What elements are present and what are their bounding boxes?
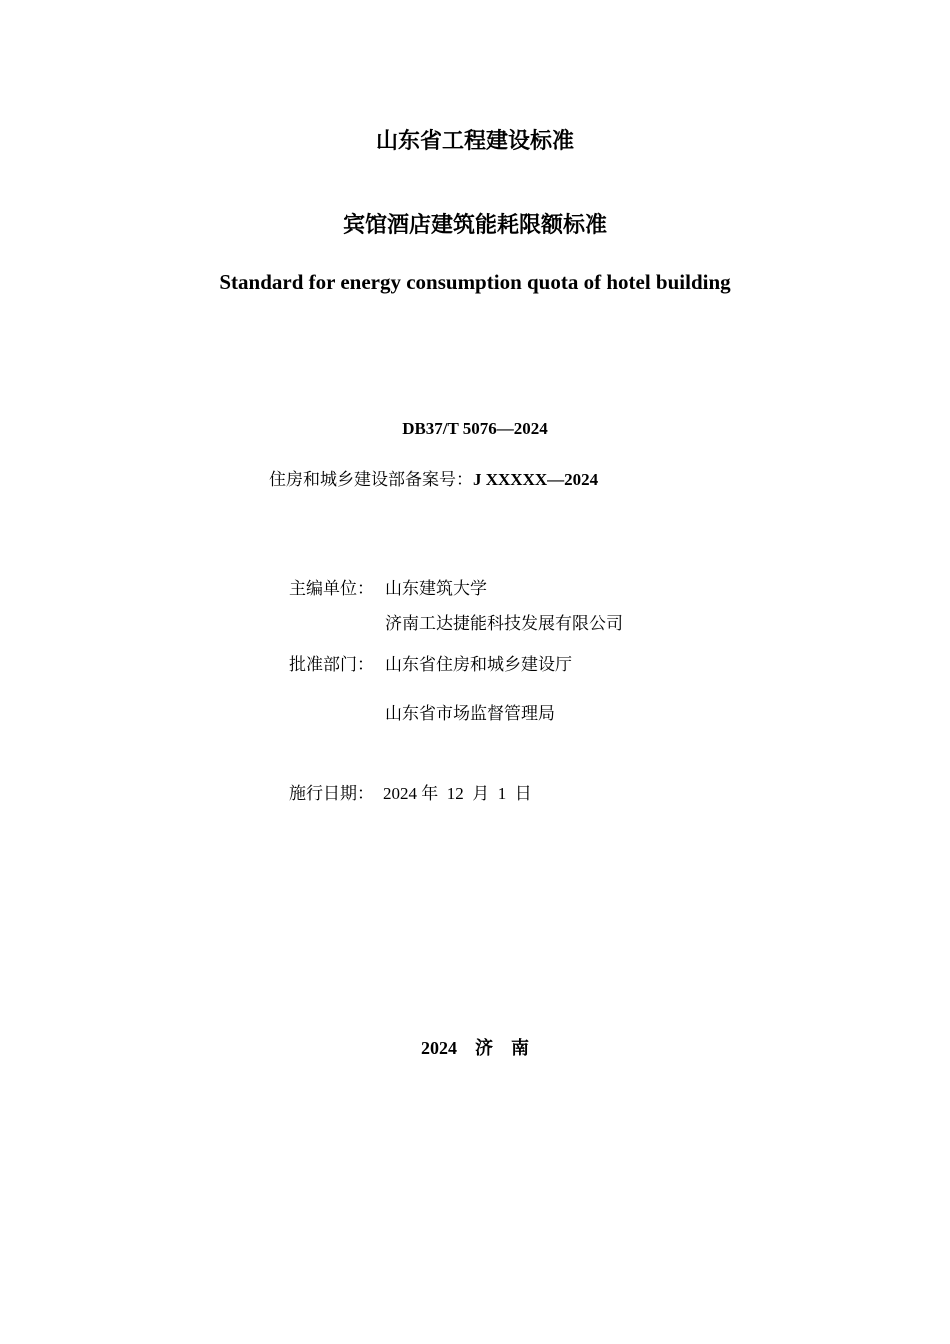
standard-number: DB37/T 5076—2024 (402, 419, 548, 438)
series-title: 山东省工程建设标准 (375, 129, 574, 154)
filing-number-label: 住房和城乡建设部备案号： (269, 470, 473, 489)
approval-dept-label: 批准部门： (289, 655, 374, 674)
approval-dept-value-1: 山东省住房和城乡建设厅 (385, 655, 572, 674)
effective-date-value: 2024 年 12 月 1 日 (383, 784, 532, 803)
publication-year-place: 2024 济 南 (421, 1038, 529, 1058)
filing-number-line (269, 465, 598, 490)
filing-number-value: J XXXXX—2024 (473, 470, 599, 489)
effective-date-label: 施行日期： (289, 784, 374, 803)
editor-unit-value-2: 济南工达捷能科技发展有限公司 (385, 614, 623, 633)
document-title-chinese: 宾馆酒店建筑能耗限额标准 (342, 213, 607, 238)
document-title-english: Standard for energy consumption quota of hotel building (219, 270, 731, 294)
approval-dept-value-2: 山东省市场监督管理局 (385, 704, 555, 723)
editor-unit-value-1: 山东建筑大学 (385, 579, 487, 598)
editor-unit-label: 主编单位： (289, 579, 374, 598)
